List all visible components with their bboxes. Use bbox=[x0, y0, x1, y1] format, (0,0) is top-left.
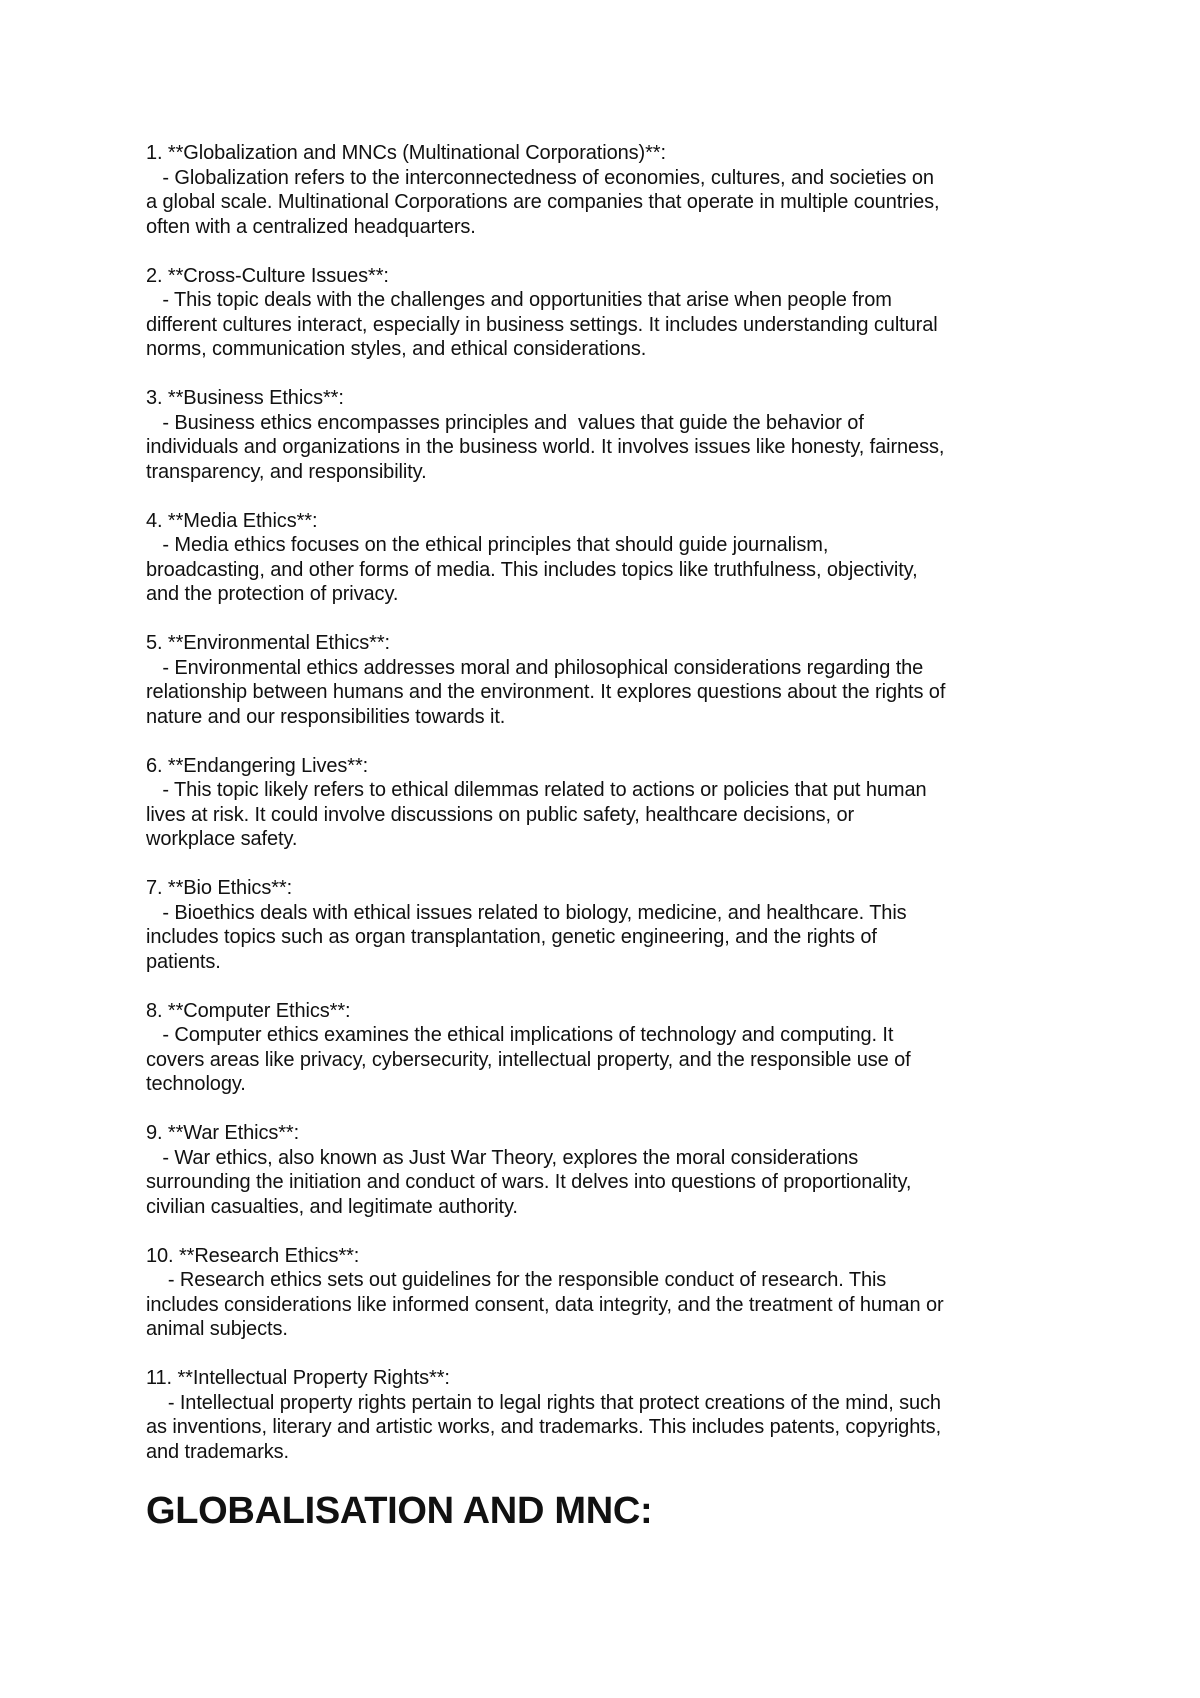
topic-section-11 bbox=[146, 1366, 1076, 1464]
topic-section-10 bbox=[146, 1244, 1076, 1342]
topic-description: - Intellectual property rights pertain to legal rights that protect creations of the mind, such as inventions, literary and artistic works, and trademarks. This includes patents, copyrights, and trademarks. bbox=[146, 1391, 942, 1463]
topic-heading: 5. **Environmental Ethics**: bbox=[146, 632, 390, 654]
topic-description: - War ethics, also known as Just War Theory, explores the moral considerations surrounding the initiation and conduct of wars. It delves into questions of proportionality, civilian casualties, and legitimate authority. bbox=[146, 1146, 912, 1218]
topic-description: - Research ethics sets out guidelines for the responsible conduct of research. This includes considerations like informed consent, data integrity, and the treatment of human or animal subjects. bbox=[146, 1269, 944, 1340]
topic-section-7 bbox=[146, 876, 1076, 974]
topic-heading: 1. **Globalization and MNCs (Multinational Corporations)**: bbox=[146, 142, 666, 164]
topic-section-1 bbox=[146, 141, 1076, 239]
topic-section-2 bbox=[146, 264, 1076, 362]
topic-heading: 4. **Media Ethics**: bbox=[146, 509, 318, 532]
topic-heading: 7. **Bio Ethics**: bbox=[146, 877, 293, 899]
topic-heading: 3. **Business Ethics**: bbox=[146, 387, 344, 409]
document-page bbox=[146, 141, 1076, 1533]
topic-description: - This topic deals with the challenges and opportunities that arise when people from different cultures interact, especially in business settings. It includes understanding cultural norms, communication styles, and ethical considerations. bbox=[146, 289, 938, 360]
topic-heading: 10. **Research Ethics**: bbox=[146, 1244, 360, 1267]
topic-heading: 8. **Computer Ethics**: bbox=[146, 999, 351, 1022]
topic-heading: 6. **Endangering Lives**: bbox=[146, 754, 369, 777]
topic-description: - Business ethics encompasses principles and values that guide the behavior of individuals and organizations in the business world. It involves issues like honesty, fairness, transparency, and responsibility. bbox=[146, 411, 945, 483]
topic-description: - Media ethics focuses on the ethical principles that should guide journalism, broadcasting, and other forms of media. This includes topics like truthfulness, objectivity, and the protection of privacy. bbox=[146, 534, 918, 605]
topic-section-4 bbox=[146, 509, 1076, 607]
topic-description: - Bioethics deals with ethical issues related to biology, medicine, and healthcare. This includes topics such as organ transplantation, genetic engineering, and the rights of patients. bbox=[146, 901, 907, 973]
topic-heading: 11. **Intellectual Property Rights**: bbox=[146, 1367, 450, 1389]
topic-section-5 bbox=[146, 631, 1076, 729]
topic-description: - Globalization refers to the interconnectedness of economies, cultures, and societies on a global scale. Multinational Corporations are companies that operate in multiple countries, often with a centralized headquarters. bbox=[146, 166, 940, 238]
topic-description: - Environmental ethics addresses moral and philosophical considerations regarding the relationship between humans and the environment. It explores questions about the rights of nature and our responsibilities towards it. bbox=[146, 656, 946, 728]
topic-section-6 bbox=[146, 754, 1076, 852]
topic-heading: 9. **War Ethics**: bbox=[146, 1122, 300, 1144]
topic-section-3 bbox=[146, 386, 1076, 484]
topic-description: - This topic likely refers to ethical dilemmas related to actions or policies that put human lives at risk. It could involve discussions on public safety, healthcare decisions, or workplace safety. bbox=[146, 779, 927, 850]
topic-section-9 bbox=[146, 1121, 1076, 1219]
section-title: GLOBALISATION AND MNC: bbox=[146, 1489, 653, 1532]
topic-description: - Computer ethics examines the ethical implications of technology and computing. It covers areas like privacy, cybersecurity, intellectual property, and the responsible use of technology. bbox=[146, 1024, 911, 1095]
topic-heading: 2. **Cross-Culture Issues**: bbox=[146, 264, 389, 287]
topic-section-8 bbox=[146, 999, 1076, 1097]
